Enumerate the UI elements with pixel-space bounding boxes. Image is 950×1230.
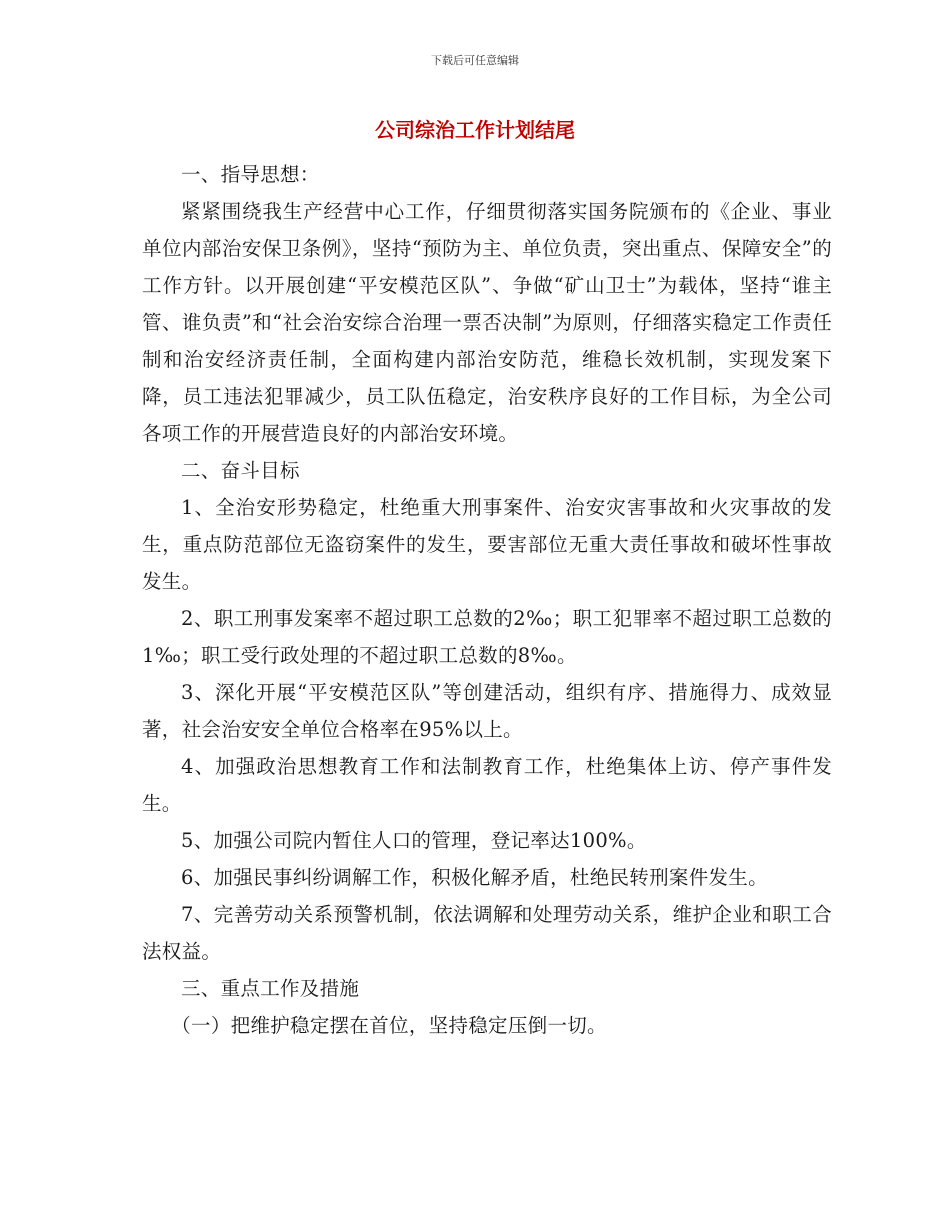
- paragraph-goal-2: 2、职工刑事发案率不超过职工总数的2‰；职工犯罪率不超过职工总数的1‰；职工受行政处理的不超过职工总数的8‰。: [142, 607, 832, 667]
- section-heading-goals: 二、奋斗目标: [181, 459, 300, 482]
- section-heading-guiding-ideology: 一、指导思想：: [181, 163, 320, 186]
- paragraph-key-work-1: （一）把维护稳定摆在首位，坚持稳定压倒一切。: [171, 1014, 607, 1037]
- document-title: 公司综治工作计划结尾: [375, 118, 575, 142]
- document-body: [142, 156, 832, 1044]
- paragraph-goal-5: 5、加强公司院内暂住人口的管理，登记率达100%。: [181, 829, 647, 852]
- page-header: 下载后可任意编辑: [431, 54, 519, 67]
- paragraph-guiding-ideology: 紧紧围绕我生产经营中心工作，仔细贯彻落实国务院颁布的《企业、事业单位内部治安保卫条例》，坚持“预防为主、单位负责，突出重点、保障安全”的工作方针。以开展创建“平安模范区队”、争做“矿山卫士”为载体，坚持“谁主管、谁负责”和“社会治安综合治理一票否决制”为原则，仔细落实稳定工作责任制和治安经济责任制，全面构建内部治安防范，维稳长效机制，实现发案下降，员工违法犯罪减少，员工队伍稳定，治安秩序良好的工作目标，为全公司各项工作的开展营造良好的内部治安环境。: [142, 200, 832, 445]
- paragraph-goal-1: 1、全治安形势稳定，杜绝重大刑事案件、治安灾害事故和火灾事故的发生，重点防范部位无盗窃案件的发生，要害部位无重大责任事故和破坏性事故发生。: [142, 496, 832, 593]
- paragraph-goal-6: 6、加强民事纠纷调解工作，积极化解矛盾，杜绝民转刑案件发生。: [181, 866, 768, 889]
- section-heading-key-work: 三、重点工作及措施: [181, 977, 360, 1000]
- paragraph-goal-7: 7、完善劳动关系预警机制，依法调解和处理劳动关系，维护企业和职工合法权益。: [142, 903, 832, 963]
- paragraph-goal-4: 4、加强政治思想教育工作和法制教育工作，杜绝集体上访、停产事件发生。: [142, 755, 832, 815]
- paragraph-goal-3: 3、深化开展“平安模范区队”等创建活动，组织有序、措施得力、成效显著，社会治安安全单位合格率在95%以上。: [142, 681, 832, 741]
